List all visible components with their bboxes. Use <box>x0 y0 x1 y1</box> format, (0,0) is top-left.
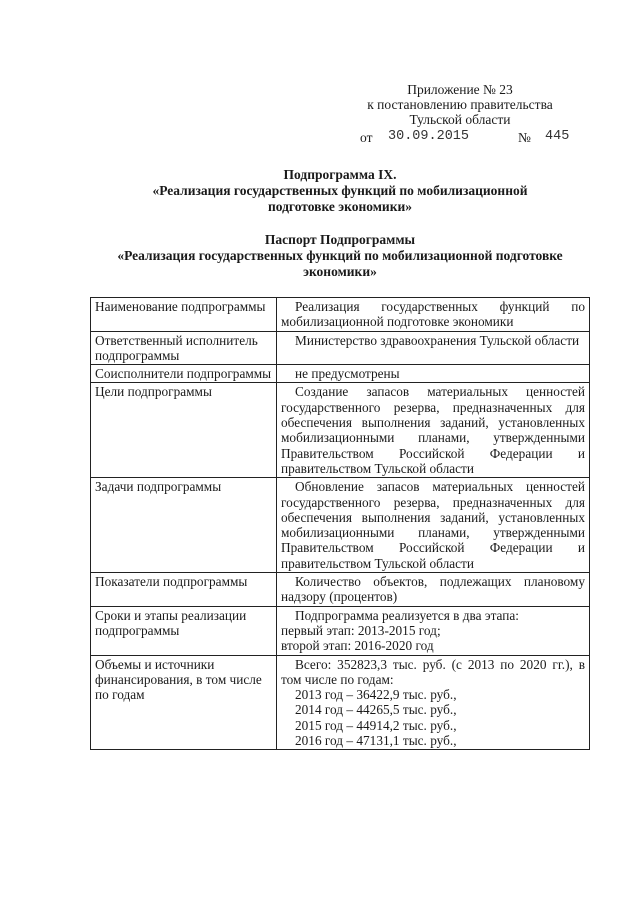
row-value: не предусмотрены <box>277 365 590 383</box>
subprogram-title-line3: подготовке экономики» <box>267 199 413 214</box>
funding-year-2016: 2016 год – 47131,1 тыс. руб., <box>295 733 457 749</box>
table-row <box>91 383 590 478</box>
funding-year-2013: 2013 год – 36422,9 тыс. руб., <box>295 687 457 703</box>
subprogram-title <box>90 167 590 215</box>
subprogram-title-line2: «Реализация государственных функций по мобилизационной <box>152 183 528 198</box>
stages-intro: Подпрограмма реализуется в два этапа: <box>295 607 519 623</box>
order-date: 30.09.2015 <box>388 129 470 144</box>
passport-table <box>90 297 590 750</box>
row-value <box>277 606 590 655</box>
subprogram-title-line1: Подпрограмма IX. <box>283 167 397 182</box>
row-value: Реализация государственных функций по мобилизационной подготовке экономики <box>277 298 590 332</box>
number-label: № <box>518 130 531 145</box>
row-value: Обновление запасов материальных ценностей государственного резерва, предназначенных для обеспечения выполнения заданий, установленных мобилизационными планами, утвержденными Правительством Российской Федерации и правительством Тульской области <box>277 478 590 573</box>
row-value: Количество объектов, подлежащих плановому надзору (процентов) <box>277 573 590 607</box>
row-label: Сроки и этапы реализации подпрограммы <box>91 606 277 655</box>
passport-title-line3: экономики» <box>303 264 377 279</box>
row-value: Министерство здравоохранения Тульской области <box>277 331 590 365</box>
table-row <box>91 655 590 750</box>
row-label: Объемы и источники финансирования, в том числе по годам <box>91 655 277 750</box>
appendix-resolution: к постановлению правительства <box>367 97 553 112</box>
passport-title <box>90 232 590 280</box>
passport-title-line2: «Реализация государственных функций по мобилизационной подготовке <box>117 248 563 263</box>
row-label: Соисполнители подпрограммы <box>91 365 277 383</box>
stage-second: второй этап: 2016-2020 год <box>281 638 434 654</box>
stage-first: первый этап: 2013-2015 год; <box>281 622 441 638</box>
row-label: Наименование подпрограммы <box>91 298 277 332</box>
row-label: Задачи подпрограммы <box>91 478 277 573</box>
table-row <box>91 298 590 332</box>
row-value: Создание запасов материальных ценностей государственного резерва, предназначенных для обеспечения выполнения заданий, установленных мобилизационными планами, утвержденными Правительством Российской Федерации и правительством Тульской области <box>277 383 590 478</box>
appendix-number: Приложение № 23 <box>407 82 513 97</box>
appendix-region: Тульской области <box>409 112 511 127</box>
table-row <box>91 606 590 655</box>
passport-title-line1: Паспорт Подпрограммы <box>264 232 416 247</box>
table-row <box>91 573 590 607</box>
funding-year-2015: 2015 год – 44914,2 тыс. руб., <box>295 717 457 733</box>
row-value <box>277 655 590 750</box>
table-row <box>91 365 590 383</box>
row-label: Показатели подпрограммы <box>91 573 277 607</box>
funding-total: Всего: 352823,3 тыс. руб. (с 2013 по 2020 гг.), в том числе по годам: <box>281 656 585 687</box>
row-label: Ответственный исполнитель подпрограммы <box>91 331 277 365</box>
order-number: 445 <box>545 129 570 144</box>
table-row <box>91 331 590 365</box>
funding-year-2014: 2014 год – 44265,5 тыс. руб., <box>295 702 457 718</box>
appendix-header <box>340 82 580 127</box>
from-label: от <box>360 130 373 145</box>
row-label: Цели подпрограммы <box>91 383 277 478</box>
table-row <box>91 478 590 573</box>
